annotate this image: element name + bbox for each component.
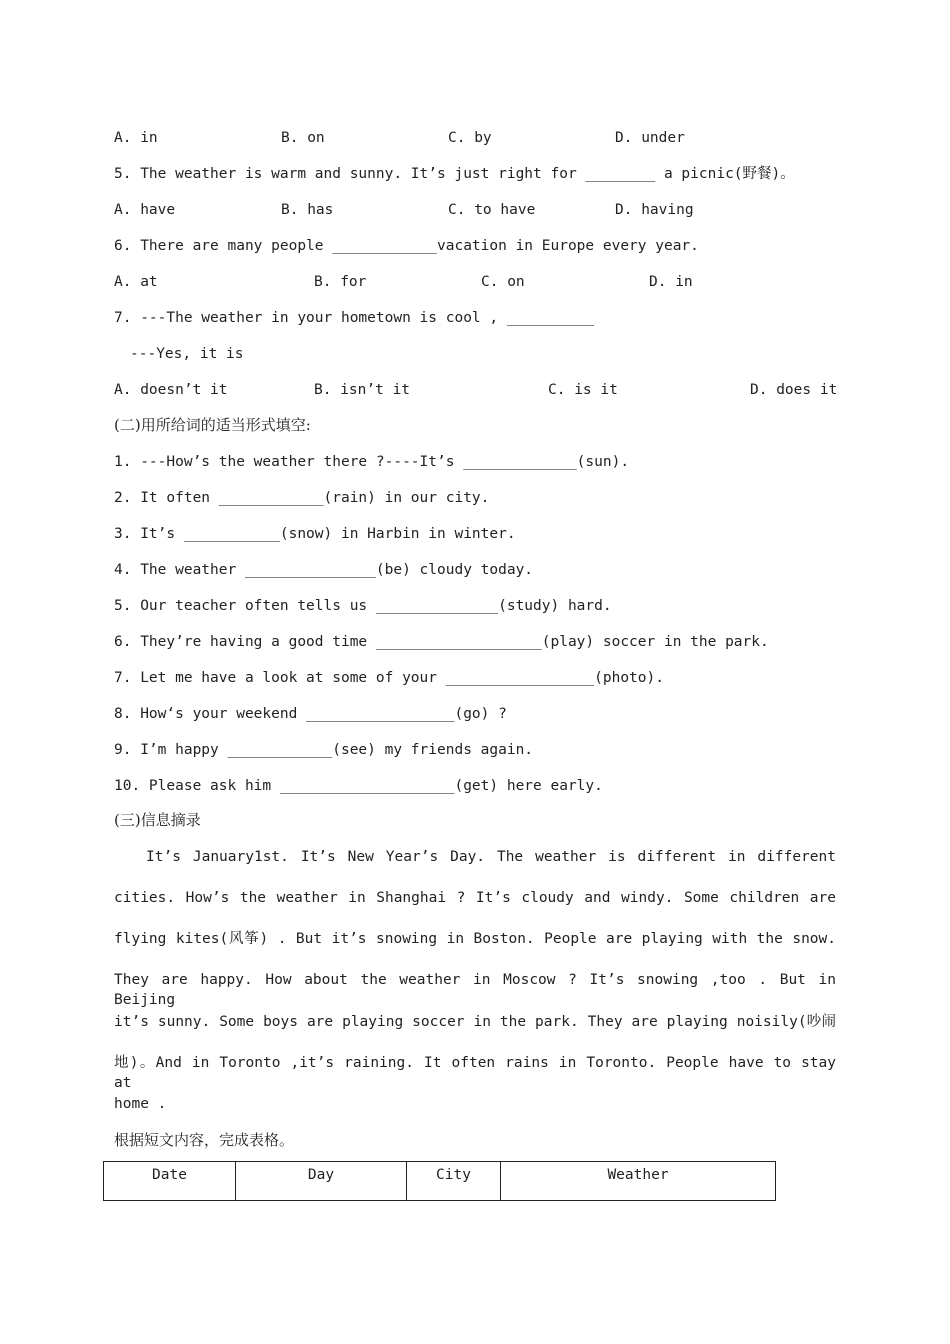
- q7-option-b: B. isn’t it: [314, 382, 411, 398]
- fill-item-8: 8. How‘s your weekend _________________(go) ?: [114, 706, 507, 722]
- passage-line-3: flying kites(风筝) . But it’s snowing in Boston. People are playing with the snow.: [114, 931, 836, 947]
- section3-heading: (三)信息摘录: [114, 811, 201, 829]
- q6-option-b: B. for: [314, 274, 367, 290]
- section2-heading: (二)用所给词的适当形式填空:: [114, 416, 311, 434]
- passage-line-1: It’s January1st. It’s New Year’s Day. The weather is different in different: [146, 849, 836, 865]
- fill-item-4: 4. The weather _______________(be) cloudy today.: [114, 562, 534, 578]
- table-header-date: Date: [104, 1162, 236, 1201]
- fill-item-1: 1. ---How’s the weather there ?----It’s _____________(sun).: [114, 454, 630, 470]
- fill-item-2: 2. It often ____________(rain) in our city.: [114, 490, 490, 506]
- fill-item-7: 7. Let me have a look at some of your _________________(photo).: [114, 670, 664, 686]
- q5-option-c: C. to have: [448, 202, 536, 218]
- q5-stem: 5. The weather is warm and sunny. It’s just right for ________ a picnic(野餐)。: [114, 166, 795, 182]
- q5-option-b: B. has: [281, 202, 334, 218]
- table-header-city: City: [407, 1162, 501, 1201]
- q5-option-d: D. having: [615, 202, 694, 218]
- table-header-row: [104, 1162, 776, 1201]
- q7-option-c: C. is it: [548, 382, 618, 398]
- passage-line-6: 地)。And in Toronto ,it’s raining. It often rains in Toronto. People have to stay at: [114, 1055, 836, 1091]
- fill-item-5: 5. Our teacher often tells us ______________(study) hard.: [114, 598, 612, 614]
- passage-line-7: home .: [114, 1096, 167, 1112]
- fill-item-10: 10. Please ask him ____________________(get) here early.: [114, 778, 603, 794]
- q4-option-d: D. under: [615, 130, 685, 146]
- q4-option-c: C. by: [448, 130, 492, 146]
- passage-line-2: cities. How’s the weather in Shanghai ? It’s cloudy and windy. Some children are: [114, 890, 836, 906]
- q7-option-d: D. does it: [750, 382, 838, 398]
- q6-option-a: A. at: [114, 274, 158, 290]
- fill-item-6: 6. They’re having a good time ___________________(play) soccer in the park.: [114, 634, 769, 650]
- table-header-day: Day: [236, 1162, 407, 1201]
- q6-option-c: C. on: [481, 274, 525, 290]
- q4-option-b: B. on: [281, 130, 325, 146]
- fill-item-3: 3. It’s ___________(snow) in Harbin in winter.: [114, 526, 516, 542]
- table-header-weather: Weather: [501, 1162, 776, 1201]
- passage-line-5: it’s sunny. Some boys are playing soccer in the park. They are playing noisily(吵闹: [114, 1014, 836, 1030]
- q7-option-a: A. doesn’t it: [114, 382, 228, 398]
- fill-item-9: 9. I’m happy ____________(see) my friends again.: [114, 742, 534, 758]
- q6-option-d: D. in: [649, 274, 693, 290]
- passage-line-4: They are happy. How about the weather in Moscow ? It’s snowing ,too . But in Beijing: [114, 972, 836, 1008]
- q7-reply: ---Yes, it is: [130, 346, 244, 362]
- weather-table: [103, 1161, 776, 1201]
- table-instruction: 根据短文内容，完成表格。: [114, 1131, 295, 1149]
- q6-stem: 6. There are many people ____________vacation in Europe every year.: [114, 238, 699, 254]
- q7-stem: 7. ---The weather in your hometown is cool , __________: [114, 310, 595, 326]
- q5-option-a: A. have: [114, 202, 176, 218]
- q4-option-a: A. in: [114, 130, 158, 146]
